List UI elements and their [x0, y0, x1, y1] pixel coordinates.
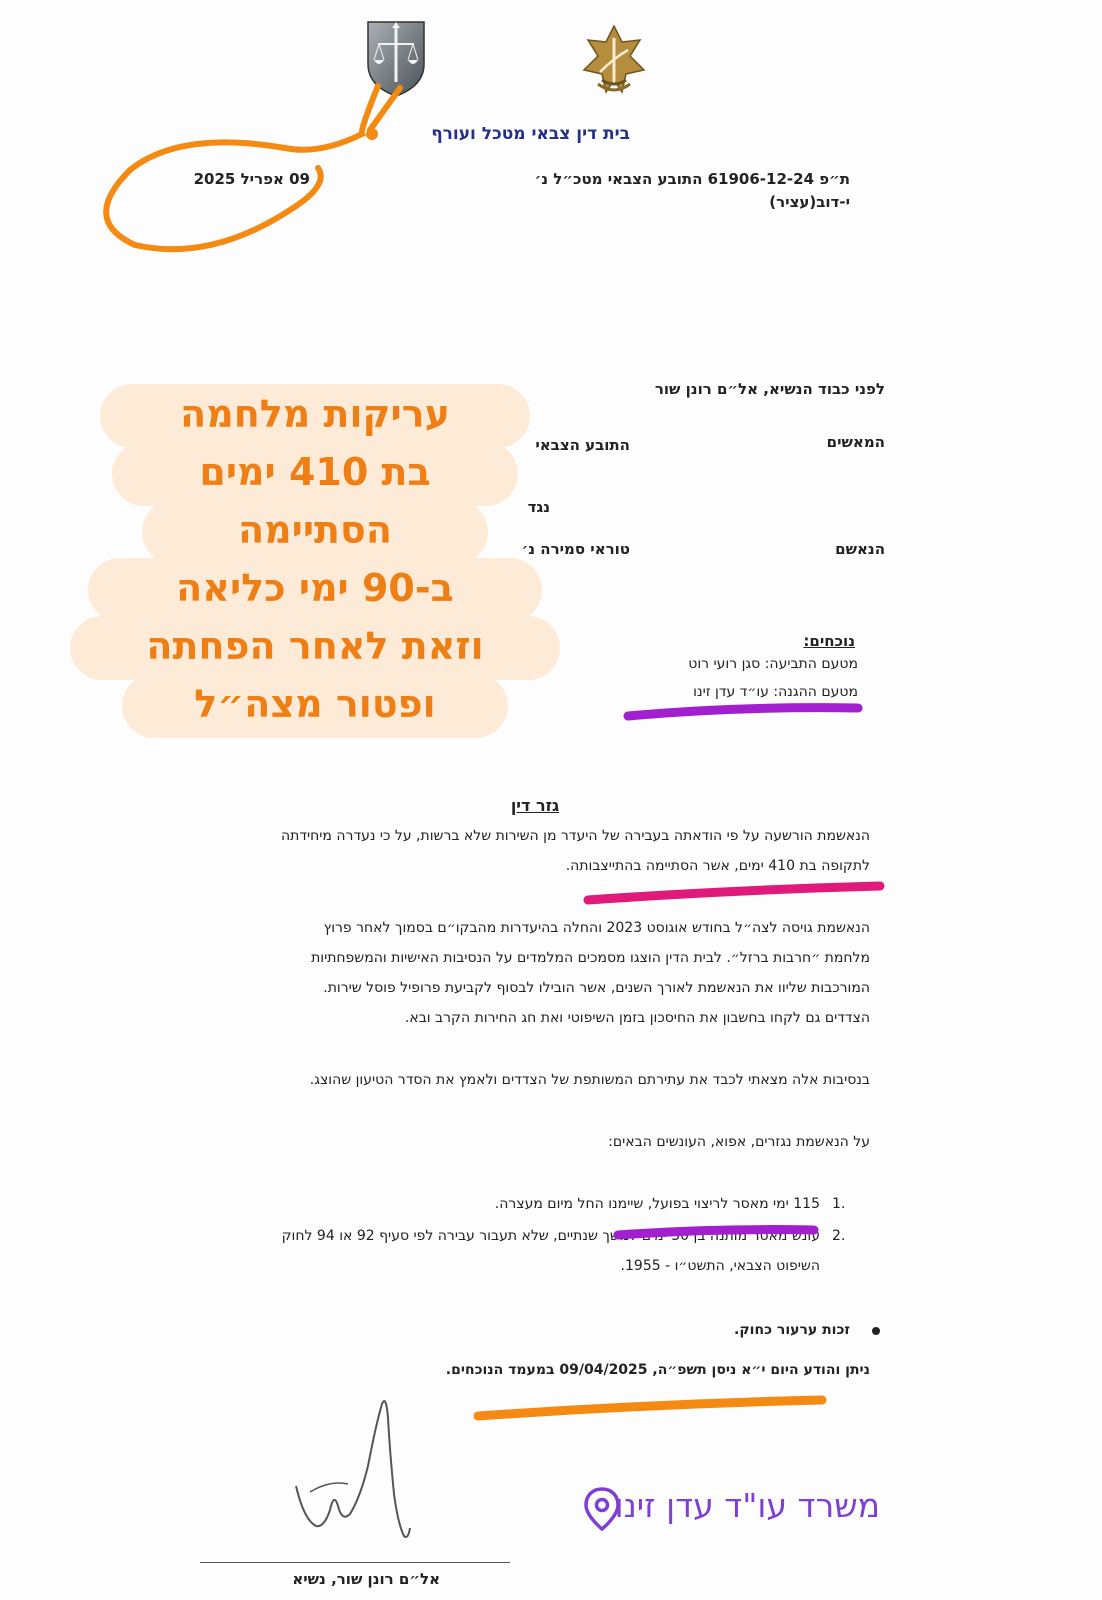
callout-bubble	[70, 384, 560, 754]
judge-line: לפני כבוד הנשיא, אל״ם רונן שור	[654, 380, 885, 398]
court-name: בית דין צבאי מטכל ועורף	[431, 124, 630, 144]
accuser-label: המאשים	[826, 433, 885, 451]
verdict-p2-line3: המורכבות שליוו את הנאשמת לאורך השנים, אשר הובילו לבסוף לקביעת פרופיל פוסל שירות.	[323, 980, 870, 996]
case-party: י-דוב(עציר)	[769, 193, 850, 211]
verdict-p4: על הנאשמת נגזרים, אפוא, העונשים הבאים:	[608, 1134, 870, 1150]
verdict-p3: בנסיבות אלה מצאתי לכבד את עתירתם המשותפת של הצדדים ולאמץ את הסדר הטיעון שהוצג.	[309, 1072, 870, 1088]
defense-line: מטעם ההגנה: עו״ד עדן זינו	[693, 684, 858, 700]
given-line: ניתן והודע היום י״א ניסן תשפ״ה, 09/04/2025 במעמד הנוכחים.	[445, 1362, 870, 1378]
verdict-p1-line2: לתקופה בת 410 ימים, אשר הסתיימה בהתייצבותה.	[565, 858, 870, 874]
prosecution-line: מטעם התביעה: סגן רועי רוט	[688, 656, 858, 672]
verdict-p1-line1: הנאשמת הורשעה על פי הודאתה בעבירה של היעדר מן השירות שלא ברשות, על כי נעדרה מיחידתה	[281, 828, 870, 844]
accuser-value: התובע הצבאי	[535, 436, 630, 454]
callout-line-2: בת 410 ימים	[199, 450, 431, 494]
law-office-name: משרד עו"ד עדן זינו	[614, 1486, 880, 1525]
item-2-text-cont: השיפוט הצבאי, התשט״ו - 1955.	[620, 1258, 820, 1274]
verdict-title: גזר דין	[510, 796, 560, 815]
signatory-name: אל״ם רונן שור, נשיא	[292, 1570, 440, 1588]
verdict-p2-line1: הנאשמת גויסה לצה״ל בחודש אוגוסט 2023 והחלה בהיעדרות מהבקו״ם בסמוך לאחר פרוץ	[323, 920, 870, 936]
callout-line-3: הסתיימה	[238, 508, 392, 552]
appeal-line: זכות ערעור כחוק.	[734, 1322, 850, 1338]
item-2-number: 2.	[832, 1228, 846, 1244]
versus-label: נגד	[527, 498, 550, 516]
callout-line-1: עריקות מלחמה	[180, 392, 450, 436]
item-1-text: 115 ימי מאסר לריצוי בפועל, שיימנו החל מיום מעצרה.	[494, 1196, 820, 1212]
verdict-p2-line2: מלחמת ״חרבות ברזל״. לבית הדין הוצגו מסמכים המלמדים על הנסיבות האישיות והמשפחתיות	[311, 950, 870, 966]
callout-line-4: ב-90 ימי כליאה	[176, 566, 454, 610]
item-1-number: 1.	[832, 1196, 846, 1212]
accused-value: טוראי סמירה נ׳	[521, 540, 630, 558]
callout-line-5: וזאת לאחר הפחתה	[146, 624, 484, 668]
present-heading: נוכחים:	[803, 632, 855, 650]
item-2-text: עונש מאסר מותנה בן 30 ימים למשך שנתיים, שלא תעבור עבירה לפי סעיף 92 או 94 לחוק	[281, 1228, 820, 1244]
document-date: 09 אפריל 2025	[193, 170, 310, 188]
callout-line-6: ופטור מצה״ל	[194, 682, 436, 726]
verdict-p2-line4: הצדדים גם לקחו בחשבון את החיסכון בזמן השיפוטי ואת חג החירות הקרב ובא.	[404, 1010, 870, 1026]
accused-label: הנאשם	[835, 540, 885, 558]
case-number: ת״פ 61906-12-24 התובע הצבאי מטכ״ל נ׳	[534, 170, 850, 188]
